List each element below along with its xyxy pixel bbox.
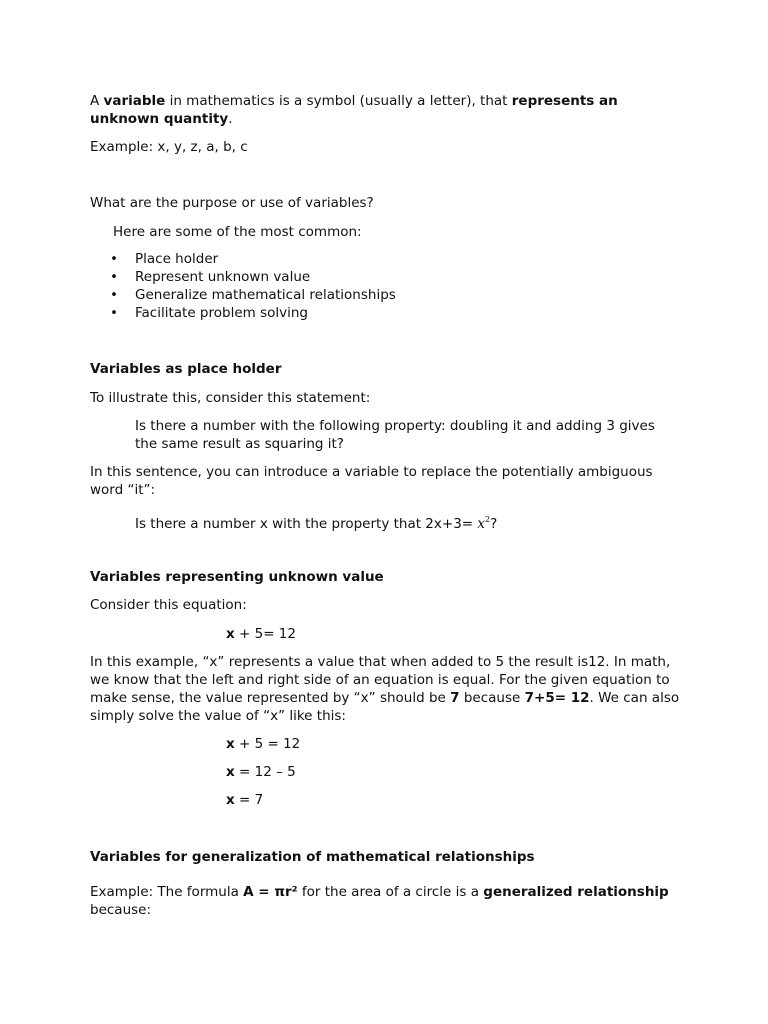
section-heading-generalization: Variables for generalization of mathematical relationships xyxy=(90,849,535,865)
placeholder-intro: To illustrate this, consider this statement: xyxy=(90,390,371,406)
unknown-explanation: In this example, “x” represents a value that when added to 5 the result is12. In math, we know that the left and right side of an equation is equal. For the given equation to make sense, the value represented by “x” should be 7 because 7+5= 12. We can also simply solve the value of “x” like this: xyxy=(90,654,680,724)
definition-text: A xyxy=(90,93,104,109)
section-heading-unknown: Variables representing unknown value xyxy=(90,569,384,585)
solution-step: x = 12 – 5 xyxy=(226,764,296,780)
list-item: • Generalize mathematical relationships xyxy=(110,287,396,303)
equation: x + 5= 12 xyxy=(226,626,296,642)
bullet-icon: • xyxy=(110,269,118,285)
placeholder-explanation: In this sentence, you can introduce a variable to replace the potentially ambiguous word “it”: xyxy=(90,464,653,498)
bullet-icon: • xyxy=(110,251,118,267)
section-heading-placeholder: Variables as place holder xyxy=(90,361,282,377)
placeholder-quote: Is there a number with the following property: doubling it and adding 3 gives the same result as squaring it? xyxy=(135,418,655,452)
definition-text: in mathematics is a symbol (usually a letter), that xyxy=(165,93,512,109)
solution-step: x = 7 xyxy=(226,792,264,808)
definition-text: . xyxy=(228,111,233,127)
math-x-squared: $x^2$ xyxy=(477,515,491,532)
purpose-list xyxy=(90,250,396,322)
bullet-icon: • xyxy=(110,305,118,321)
list-item: • Place holder xyxy=(110,251,219,267)
variable-definition xyxy=(90,92,680,128)
solution-step: x + 5 = 12 xyxy=(226,736,301,752)
purpose-question: What are the purpose or use of variables? xyxy=(90,195,374,211)
variable-examples: Example: x, y, z, a, b, c xyxy=(90,139,248,155)
list-item: • Facilitate problem solving xyxy=(110,305,308,321)
definition-emphasis: represents an unknown quantity xyxy=(90,93,618,127)
list-item: • Represent unknown value xyxy=(110,269,311,285)
purpose-lead: Here are some of the most common: xyxy=(113,224,362,240)
definition-term: variable xyxy=(103,93,166,109)
unknown-intro: Consider this equation: xyxy=(90,597,247,613)
placeholder-rewrite: Is there a number x with the property that $2x+3= x^2$? xyxy=(135,515,498,532)
bullet-icon: • xyxy=(110,287,118,303)
generalization-example: Example: The formula A = πr² for the area of a circle is a generalized relationship because: xyxy=(90,884,669,918)
